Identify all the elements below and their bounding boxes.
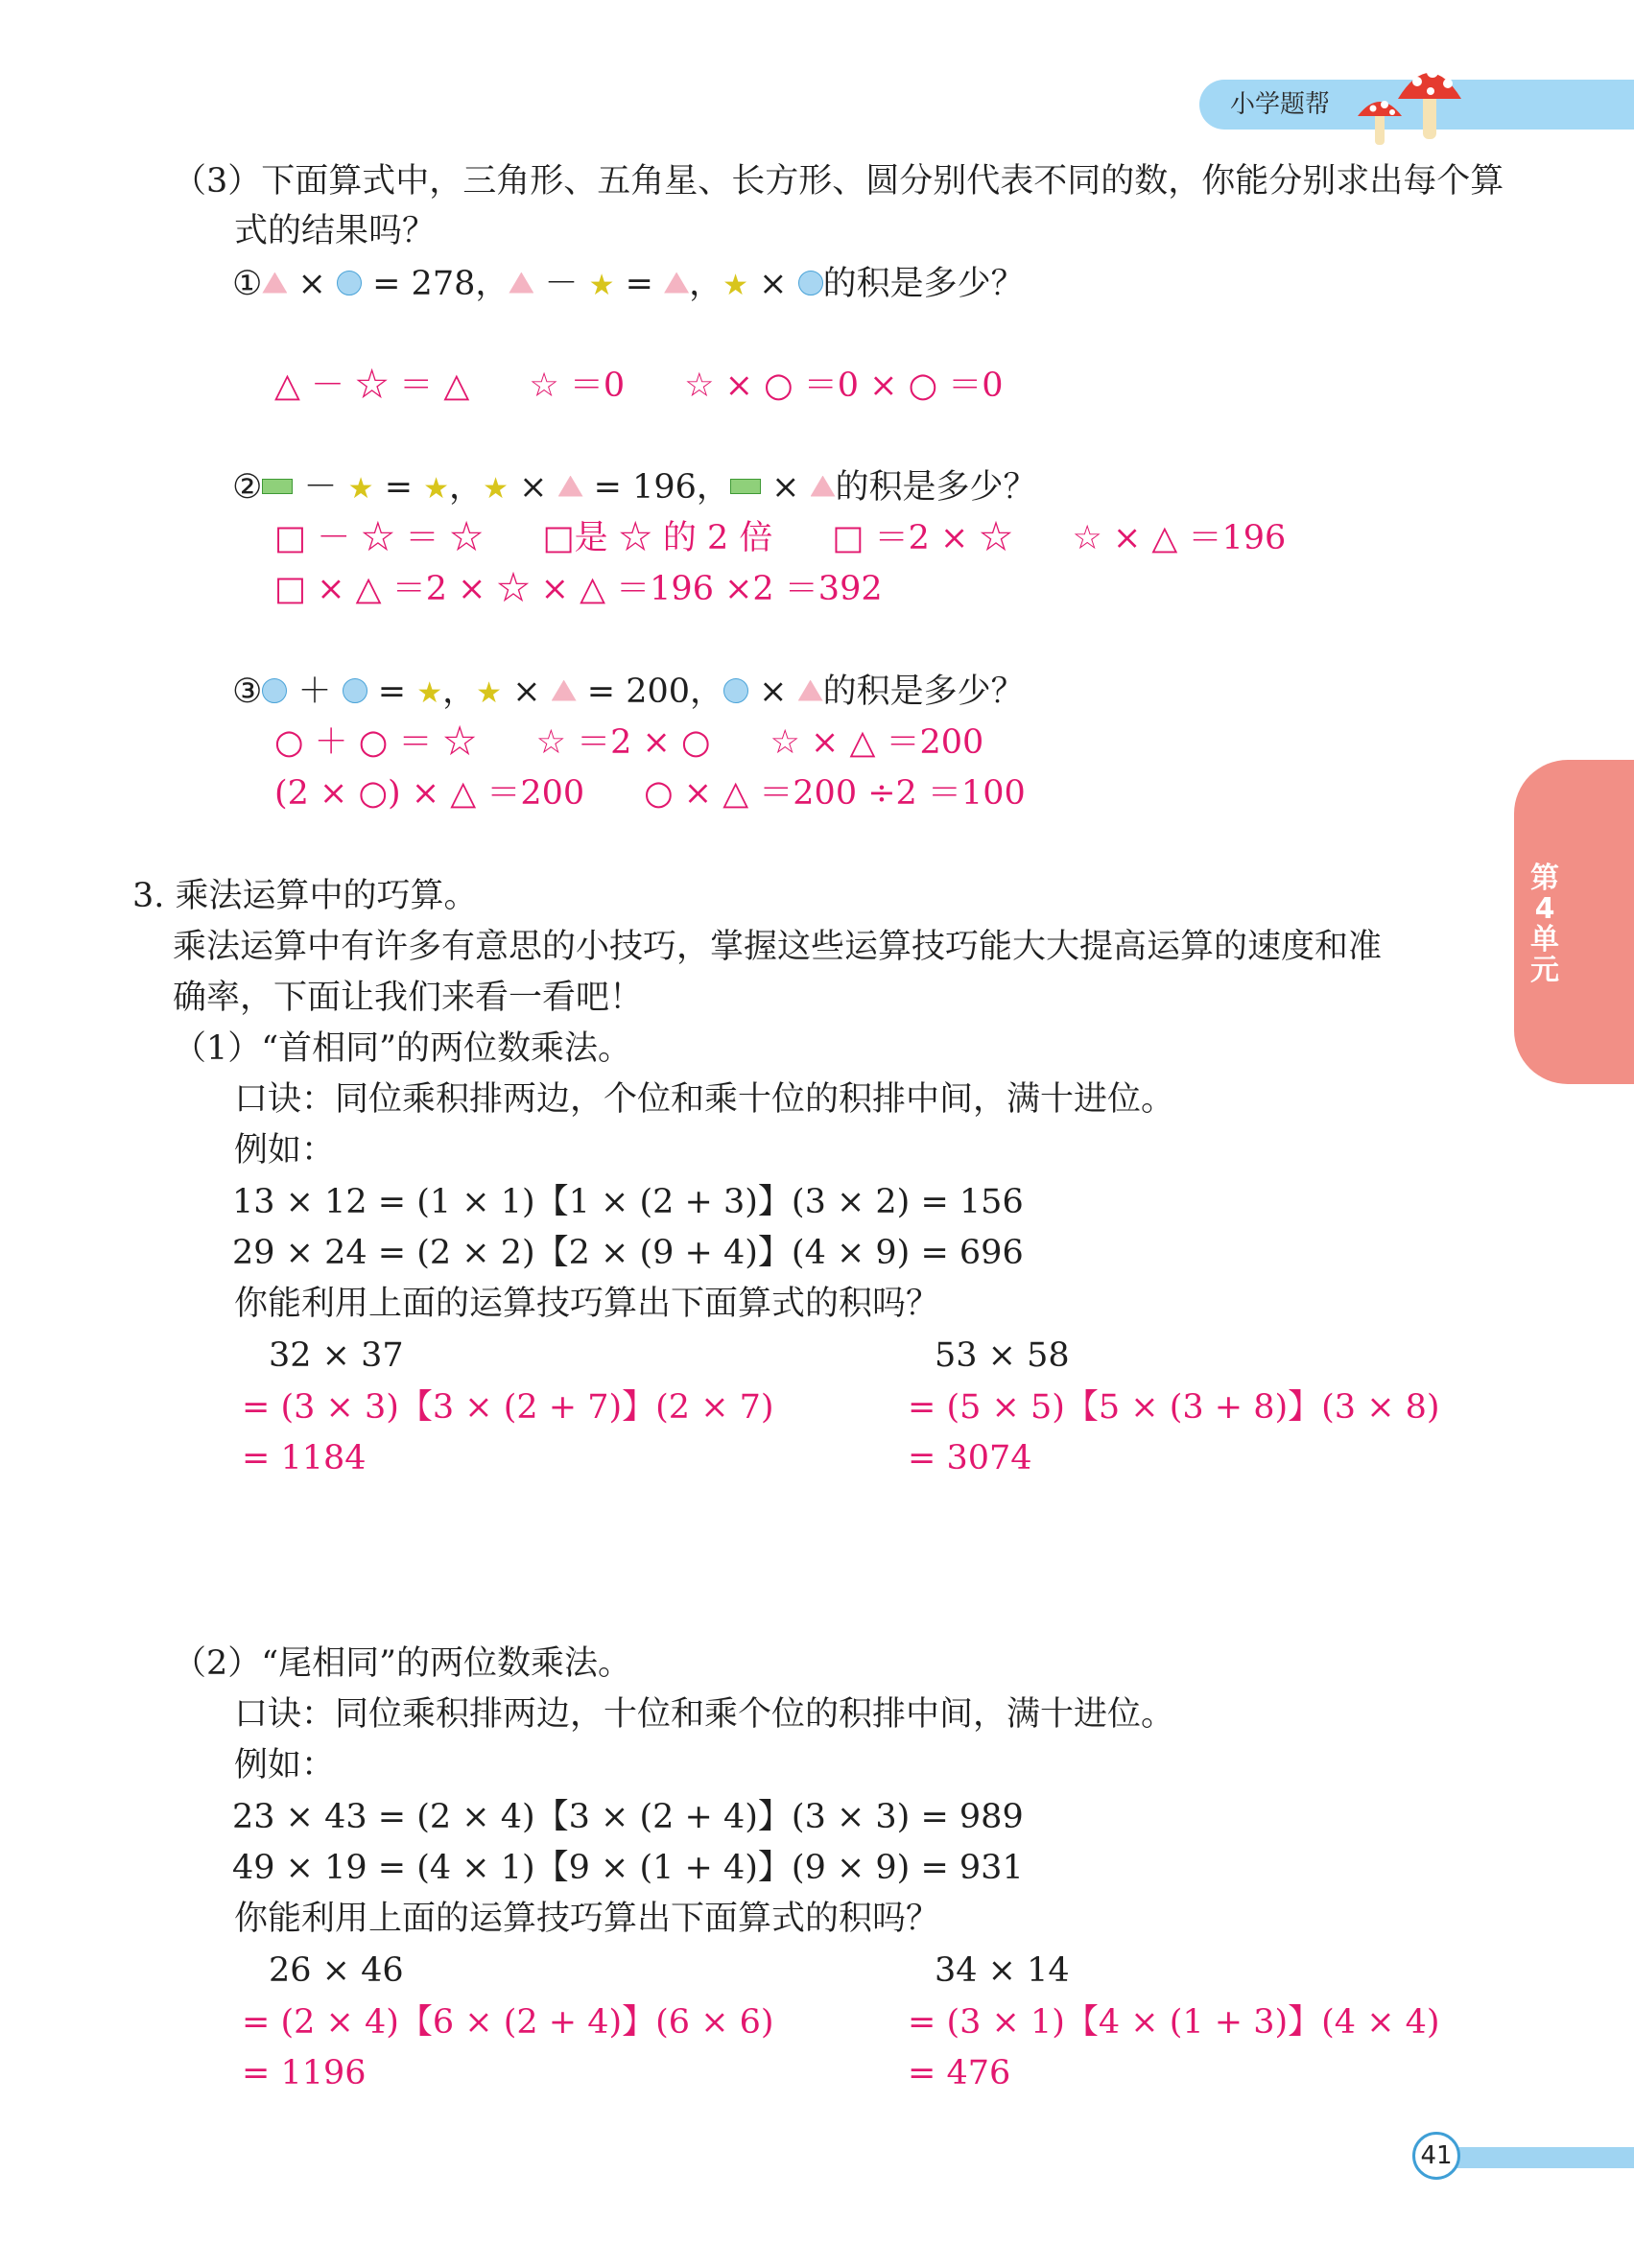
section-3-intro-line1: 乘法运算中有许多有意思的小技巧，掌握这些运算技巧能大大提高运算的速度和准 [173,928,1383,966]
problem-2: ② － ★ = ★，★ × = 196， × 的积是多少？ [232,468,1037,507]
star-icon: ★ [476,676,503,710]
part-1-question-right: 53 × 58 [935,1336,1070,1375]
part-1-example-2: 29 × 24 = (2 × 2)【2 × (9 + 4)】(4 × 9) = 696 [232,1234,1024,1272]
problem-3-answer-line2: (2 × ○) × △ ＝200 ○ × △ ＝200 ÷2 ＝100 [274,774,1026,813]
rectangle-icon [730,479,761,494]
part-2-example-1: 23 × 43 = (2 × 4)【3 × (2 + 4)】(3 × 3) = 989 [232,1798,1024,1836]
circle-icon [262,678,287,703]
part-1-example-1: 13 × 12 = (1 × 1)【1 × (2 + 3)】(3 × 2) = 156 [232,1183,1024,1221]
unit-tab-label: 第4单元 [1530,862,1559,987]
star-icon: ★ [722,269,749,302]
circle-icon [723,678,748,703]
problem-1: ① × = 278， － ★ = ，★ × 的积是多少？ [232,265,1025,303]
triangle-icon [509,272,533,294]
mushroom-icon [1348,53,1463,149]
q3-line1: （3）下面算式中，三角形、五角星、长方形、圆分别代表不同的数，你能分别求出每个算 [173,162,1504,201]
triangle-icon [262,272,287,294]
part-1-question-left: 32 × 37 [269,1336,404,1375]
page-number: 41 [1412,2132,1460,2180]
triangle-icon [664,272,689,294]
problem-1-answer: △ － ☆ ＝ △ ☆ ＝0 ☆ × ○ ＝0 × ○ ＝0 [274,366,1004,405]
rectangle-icon [262,479,293,494]
q3-line2: 式的结果吗？ [234,212,437,250]
triangle-icon [558,476,583,497]
part-1-answer-left-2: = 1184 [242,1439,367,1477]
header-title: 小学题帮 [1230,90,1331,119]
star-icon: ★ [588,269,615,302]
part-1-eg: 例如： [234,1131,336,1169]
part-2-answer-right-1: = (3 × 1)【4 × (1 + 3)】(4 × 4) [908,2003,1440,2042]
star-icon: ★ [416,676,443,710]
problem-2-number: ② [232,468,263,507]
problem-3-number: ③ [232,673,263,711]
problem-3-answer-line1: ○ ＋ ○ ＝ ☆ ☆ ＝2 × ○ ☆ × △ ＝200 [274,723,984,762]
page-number-bar [1439,2147,1634,2168]
part-1-answer-right-2: = 3074 [908,1439,1032,1477]
part-2-answer-right-2: = 476 [908,2054,1011,2092]
circle-icon [798,271,823,295]
part-2-answer-left-1: = (2 × 4)【6 × (2 + 4)】(6 × 6) [242,2003,774,2042]
part-1-answer-left-1: = (3 × 3)【3 × (2 + 7)】(2 × 7) [242,1388,774,1427]
triangle-icon [552,680,577,701]
triangle-icon [811,476,836,497]
part-2-example-2: 49 × 19 = (4 × 1)【9 × (1 + 4)】(9 × 9) = 931 [232,1849,1024,1887]
star-icon: ★ [423,472,450,506]
part-2-question-right: 34 × 14 [935,1951,1070,1990]
triangle-icon [798,680,823,701]
problem-2-answer-line2: □ × △ ＝2 × ☆ × △ ＝196 ×2 ＝392 [274,570,883,608]
section-3-title: 3. 乘法运算中的巧算。 [132,877,478,915]
star-icon: ★ [347,472,374,506]
part-2-title: （2）“尾相同”的两位数乘法。 [173,1644,632,1683]
part-2-ask: 你能利用上面的运算技巧算出下面算式的积吗？ [234,1900,940,1938]
problem-3: ③ ＋ = ★，★ × = 200， × 的积是多少？ [232,673,1025,711]
part-1-title: （1）“首相同”的两位数乘法。 [173,1029,632,1068]
part-2-rule: 口诀：同位乘积排两边，十位和乘个位的积排中间，满十进位。 [234,1695,1175,1734]
star-icon: ★ [483,472,509,506]
part-2-eg: 例如： [234,1746,336,1784]
part-2-answer-left-2: = 1196 [242,2054,367,2092]
circle-icon [337,271,362,295]
part-1-ask: 你能利用上面的运算技巧算出下面算式的积吗？ [234,1285,940,1323]
part-1-answer-right-1: = (5 × 5)【5 × (3 + 8)】(3 × 8) [908,1388,1440,1427]
problem-2-answer-line1: □ － ☆ ＝ ☆ □是 ☆ 的 2 倍 □ ＝2 × ☆ ☆ × △ ＝196 [274,519,1287,557]
part-2-question-left: 26 × 46 [269,1951,404,1990]
section-3-intro-line2: 确率，下面让我们来看一看吧！ [173,979,644,1017]
part-1-rule: 口诀：同位乘积排两边，个位和乘十位的积排中间，满十进位。 [234,1080,1175,1119]
circle-icon [343,678,367,703]
problem-1-number: ① [232,265,263,303]
